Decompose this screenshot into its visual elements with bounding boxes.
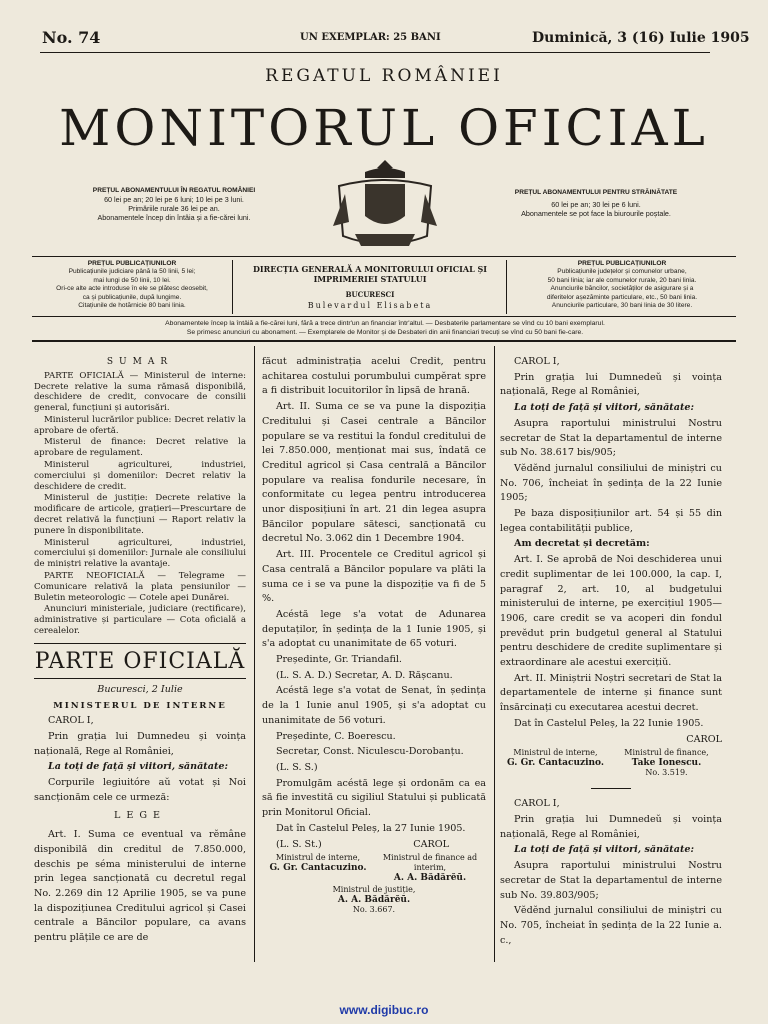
direction-city: BUCURESCI [345, 290, 395, 299]
law-article-3: Art. III. Procentele ce Creditul agricol și Casa centrală a Băncilor populare va plăti la suma ce i se va pune la dispoziție va fi de 5 %. [262, 549, 486, 605]
law-article-1: Art. I. Suma ce eventual va rĕmâne disponibilă din creditul de 7.850.000, deschis pe séma ministerului de interne prin legea sancționată cu decretul regal No. 2.269 din 12 Aprilie 1905, se va pune la dispozițiunea Creditului agricol și Casei centrale a Băncilor populare, ca avans pentru plățile ce are de [34, 829, 246, 944]
king-name: CAROL I, [48, 715, 94, 727]
sumar-item: Ministerul de justiție: Decrete relative la modificare de articole, grațieri—Prescurtare de decret relativă la funcțiuni — Raport relativ la punere în disponibilitate. [34, 493, 246, 536]
subscription-domestic-title: PREȚUL ABONAMENTULUI ÎN REGATUL ROMÂNIEI [92, 187, 256, 194]
sig-name: A. A. Bădărĕū. [337, 895, 411, 906]
direction-street: Bulevardul Elisabeta [307, 301, 433, 310]
pub-rule-bottom [32, 316, 736, 317]
given-at: Dat în Castelul Peleș, la 22 Iunie 1905. [514, 717, 704, 729]
justice-signature [262, 885, 486, 915]
sig-name: Take Ionescu. [631, 758, 702, 769]
column-divider [254, 346, 255, 962]
signatures [500, 748, 722, 778]
decree-basis: Pe baza disposițiunilor art. 54 și 55 din legea contabilității publice, [500, 508, 722, 534]
pub-rule-top [32, 256, 736, 257]
issue-price: UN EXEMPLAR: 25 BANI [300, 32, 441, 43]
king-greeting: La toți de față și viitori, sănătate: [48, 761, 229, 773]
decree-report: Asupra raportului ministrului Nostru secretar de Stat la departamentul de interne sub No. 38.617 bis/905; [500, 417, 722, 459]
sig-role: Ministrul de finance ad interim, [382, 853, 478, 873]
deputies-secretary: (L. S. A. D.) Secretar, A. D. Rășcanu. [276, 669, 453, 681]
publications-left-line: Publicațiunile judiciare până la 50 linii, 5 lei; [68, 268, 196, 276]
pub-divider [506, 260, 507, 314]
law-deputies-vote: Acéstă lege s'a votat de Adunarea deputaților, în ședința de la 1 Iunie 1905, și s'a adoptat cu unanimitate de 65 voturi. [262, 608, 486, 650]
publications-left-line: Citațiunile de hotărnicie 80 bani linia. [78, 302, 186, 310]
notice-line: Se primesc anunciuri cu abonament. — Exemplarele de Monitor și de Desbateri din anii financiari trecuți se vînd cu 50 bani fie-care. [186, 328, 584, 336]
king-grace: Prin grația lui Dumnedeŭ și voința națională, Rege al României, [500, 371, 722, 398]
king-name: CAROL I, [514, 356, 560, 367]
place-date: Bucuresci, 2 Iulie [97, 683, 183, 695]
subscription-foreign-title: PREȚUL ABONAMENTULUI PENTRU STRĂINĂTATE [514, 189, 678, 196]
king-grace: Prin grația lui Dumnedeŭ și voința națională, Rege al României, [500, 813, 722, 840]
sumar-item: PARTE NEOFICIALĂ — Telegrame — Comunicare relativă la plata pensiunilor — Buletin meteorologic — Cotele apei Dunărei. [34, 571, 246, 603]
column-3 [500, 355, 722, 949]
notice-rule [32, 340, 736, 342]
publications-right-line: Anunciurile băncilor, societăților de asigurare și a [550, 285, 694, 293]
publications-left-line: Ori-ce alte acte introduse în ele se plătesc deosebit, [56, 285, 208, 293]
subscription-domestic-line: Abonamentele încep din întâia și a fie-cărei luni. [97, 213, 251, 222]
footer-url[interactable]: www.digibuc.ro [339, 1003, 429, 1017]
column-2 [262, 355, 486, 915]
decree-article-1: Art. I. Se aprobă de Noi deschiderea unui credit suplimentar de lei 100.000, la cap. I, paragraf 2, art. 10, al budgetului ministerului de interne, pe exercițiul 1905—1906, care credit se va acoperi din fondul prevĕdut prin budgetul general al Statului pentru deschidere de credite suplimentare și extraordinare ale acestui exercițiŭ. [500, 554, 722, 669]
sumar-item: Anunciuri ministeriale, judiciare (rectificare), administrative și particulare — Cota oficială a cerealelor. [34, 604, 246, 637]
subscription-domestic-line: 60 lei pe an; 20 lei pe 6 luni; 10 lei pe 3 luni. [104, 195, 244, 204]
senate-president: Președinte, C. Boerescu. [276, 730, 396, 742]
sig-role: Ministrul de interne, [513, 748, 598, 758]
law-continuation: făcut administrația acelui Credit, pentru achitarea costului porumbului cumpĕrat spre a fi distribuit locuitorilor în lipsă de hrană. [262, 356, 486, 397]
sig-role: Ministrul de interne, [275, 853, 361, 863]
column-divider [494, 346, 495, 962]
king-name: CAROL I, [514, 798, 560, 810]
publications-right-line: 50 bani linia; iar ale comunelor rurale, 20 bani linia. [547, 276, 697, 284]
subscription-foreign [486, 188, 706, 218]
signatures [262, 853, 486, 883]
king-grace: Prin grația lui Dumnedeu și voința națională, Rege al României, [34, 730, 246, 757]
state-seal-signature: (L. S. St.) CAROL [276, 838, 449, 850]
publications-right-line: Publicațiunile județelor și comunelor urbane, [557, 268, 687, 276]
sig-name: A. A. Bădărĕū. [393, 873, 467, 884]
decree-article-2: Art. II. Miniștrii Noștri secretari de Stat la departamentele de interne și finance sunt însărcinați cu executarea acestui decret. [500, 672, 722, 714]
issue-date: Duminică, 3 (16) Iulie 1905 [532, 30, 750, 46]
decree-number: No. 3.519. [645, 768, 688, 778]
publications-left [34, 260, 230, 310]
publications-center [236, 264, 504, 310]
header-rule [40, 52, 710, 53]
decree-number: No. 3.667. [352, 905, 396, 915]
sig-role: Ministrul de justiție, [332, 885, 416, 895]
decree-journal: Vĕdĕnd jurnalul consiliului de miniștri cu No. 706, încheiat în ședința de la 22 Iunie 1905; [500, 462, 722, 504]
king-greeting: La toți de față și viitori, sănătate: [514, 402, 695, 414]
sumar-item: Ministerul agriculturei, industriei, comerciului și domeniilor: Decret relativ la deschidere de credit. [34, 460, 246, 492]
sumar-title: SUMAR [106, 357, 174, 367]
king-greeting: La toți de față și viitori, sănătate: [514, 844, 695, 856]
column-1 [34, 355, 246, 947]
issue-number: No. 74 [42, 28, 101, 47]
kingdom-title: REGATUL ROMÂNIEI [265, 66, 503, 86]
ministry-title: MINISTERUL DE INTERNE [53, 700, 227, 711]
publications-right-line: diferitelor așezăminte particulare, etc., 50 bani linia. [546, 293, 698, 301]
subscription-notice [40, 320, 730, 337]
publications-right-line: Anunciurile particulare, 30 bani linia de 30 litere. [551, 302, 693, 310]
deputies-president: Președinte, Gr. Triandafil. [276, 654, 402, 666]
subscription-foreign-line: 60 lei pe an; 30 lei pe 6 luni. [551, 200, 641, 209]
coat-of-arms-icon [325, 156, 445, 256]
sumar-item: PARTE OFICIALĂ — Ministerul de interne: Decrete relative la suma rămasă disponibilă, deschidere de credit, convocare de consilii general, funcțiuni și autorisări. [34, 370, 246, 414]
decree-report: Asupra raportului ministrului Nostru secretar de Stat la departamentul de interne sub No. 39.803/905; [500, 860, 722, 901]
publications-left-line: mai lungi de 50 linii, 10 lei. [93, 276, 171, 284]
section-title: PARTE OFICIALĂ [34, 648, 246, 674]
sumar-item: Misterul de finance: Decret relative la aprobare de regulament. [34, 437, 246, 459]
publications-right-title: PREȚUL PUBLICAȚIUNILOR [577, 260, 667, 267]
decree-journal: Vĕdĕnd jurnalul consiliului de miniștri cu No. 705, încheiat în ședința de la 22 Iunie a. c., [500, 905, 722, 946]
masthead-title: MONITORUL OFICIAL [59, 99, 709, 157]
sig-role: Ministrul de finance, [624, 748, 709, 758]
sumar-item: Ministerul lucrărilor publice: Decret relativ la aprobare de ofertă. [34, 414, 246, 436]
king-signature: CAROL [686, 733, 722, 745]
promulgation: Promulgăm acéstă lege și ordonăm ca ea să fie investită cu sigiliul Statului și publicată prin Monitorul Oficial. [262, 777, 486, 819]
law-voted: Corpurile legiuitóre aŭ votat și Noi sancționăm cele ce urmeză: [34, 777, 246, 803]
publications-left-line: ca și publicațiunile, după lungime. [82, 293, 182, 301]
sumar-item: Ministerul agriculturei, industriei, comerciului și domeniilor: Jurnale ale consiliului de miniștri relative la avantaje. [34, 537, 246, 570]
publications-right [508, 260, 736, 310]
sumar-list [34, 371, 246, 637]
decree-formula: Am decretat și decretăm: [514, 538, 650, 550]
senate-seal: (L. S. S.) [276, 761, 318, 773]
subscription-foreign-line: Abonamentele se pot face la biurourile poștale. [521, 209, 671, 218]
notice-line: Abonamentele încep la întâiă a fie-cărei luni, fără a trece dintr'un an financiar într'altul. — Desbaterile parlamentare se vînd cu 10 bani exemplarul. [165, 320, 605, 327]
senate-secretary: Secretar, Const. Niculescu-Dorobanțu. [276, 746, 464, 758]
subscription-domestic [60, 186, 288, 222]
law-article-2: Art. II. Suma ce se va pune la dispoziția Creditului și Casei centrale a Băncilor populare se va restitui la fondul creditului de lei 7.850.000, menționat mai sus, îndată ce Creditul agricol și Casa centrală a Băncilor populare va realisa fondurile necesare, în conformitate cu legea pentru introducerea unor disposițiuni în art. 21 din legea asupra Băncilor populare sătesci, sancționată cu decretul No. 3.062 din 1 Decembre 1904. [262, 401, 486, 545]
pub-divider [232, 260, 233, 314]
law-senate-vote: Acéstă lege s'a votat de Senat, în ședința de la 1 Iunie anul 1905, și s'a adoptat cu unanimitate de 56 voturi. [262, 685, 486, 726]
subscription-domestic-line: Primăriile rurale 36 lei pe an. [128, 204, 220, 213]
law-title: LEGE [113, 810, 167, 822]
sig-name: G. Gr. Cantacuzino. [506, 758, 605, 769]
sig-name: G. Gr. Cantacuzino. [269, 863, 367, 874]
publications-left-title: PREȚUL PUBLICAȚIUNILOR [87, 260, 177, 267]
given-at: Dat în Castelul Peleș, la 27 Iunie 1905. [276, 822, 466, 834]
direction-title: DIRECȚIA GENERALĂ A MONITORULUI OFICIAL ȘI IMPRIMERIEI STATULUI [252, 264, 488, 284]
